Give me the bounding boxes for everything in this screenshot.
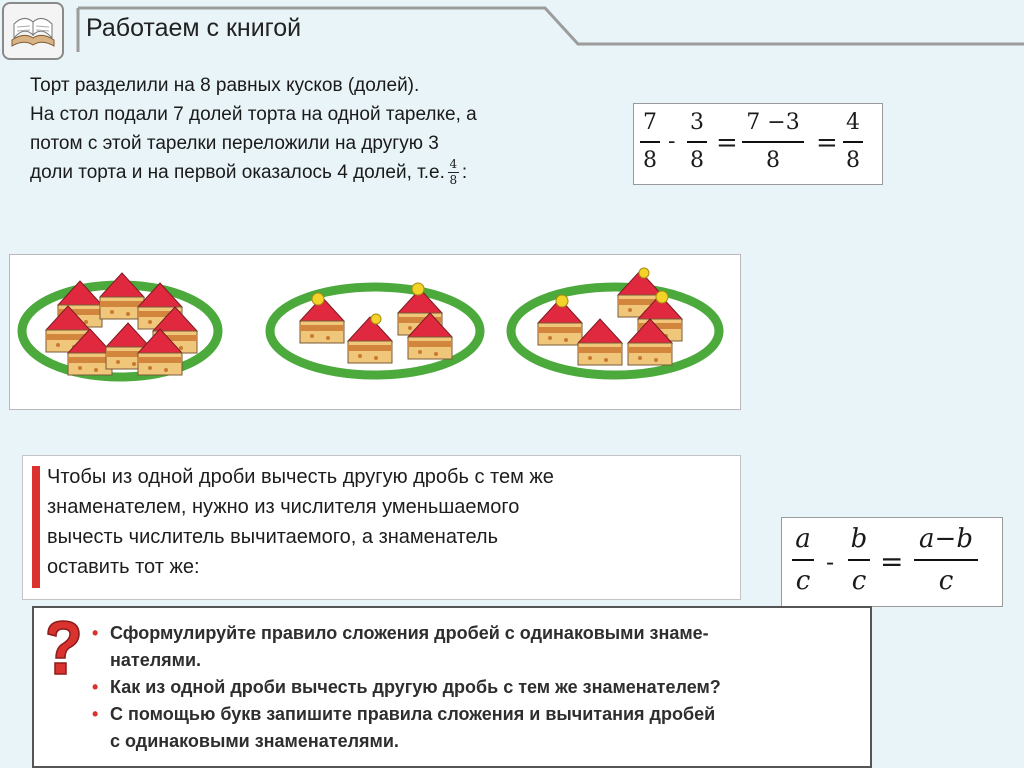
fraction-a-minus-b-over-c	[914, 526, 978, 594]
minus-sign: -	[826, 548, 835, 576]
question-item	[92, 620, 862, 674]
fraction-a-over-c	[792, 526, 814, 594]
question-text: С помощью букв запишите правила сложения и вычитания дробей	[110, 704, 716, 724]
cake-illustration	[9, 254, 741, 410]
denominator: 8	[643, 148, 657, 173]
book-icon	[2, 2, 64, 60]
fraction-b-over-c	[848, 526, 870, 594]
numerator: b	[850, 524, 868, 554]
question-item	[92, 701, 862, 755]
intro-tail: :	[461, 162, 468, 183]
rule-line: вычесть числитель вычитаемого, а знаменатель	[47, 526, 498, 548]
numerator: 7	[643, 110, 657, 135]
question-text-cont: нателями.	[110, 650, 202, 670]
question-text-cont: с одинаковыми знаменателями.	[110, 731, 399, 751]
equals-sign: =	[816, 128, 838, 158]
question-item	[92, 674, 862, 701]
minus-sign: -	[668, 129, 676, 154]
numerator: a−b	[919, 524, 973, 554]
inline-fraction-denominator: 8	[449, 173, 458, 188]
intro-paragraph	[30, 71, 610, 187]
numerator: 3	[690, 110, 704, 135]
rule-line: Чтобы из одной дроби вычесть другую дробь с тем же	[47, 466, 554, 488]
rule-line: знаменателем, нужно из числителя уменьшаемого	[47, 496, 520, 518]
intro-line: потом с этой тарелки переложили на другую 3	[30, 133, 439, 154]
question-mark-icon	[42, 618, 84, 678]
numerator: 4	[846, 110, 860, 135]
denominator: 8	[846, 148, 860, 173]
cake-plates-drawing	[10, 255, 740, 409]
denominator: c	[938, 566, 954, 596]
questions-list	[92, 620, 862, 755]
equals-sign: =	[880, 545, 904, 578]
question-text: Сформулируйте правило сложения дробей с одинаковыми знаме-	[110, 623, 709, 643]
inline-fraction	[448, 158, 459, 187]
fraction-4-8	[843, 112, 863, 172]
intro-line-last	[30, 158, 610, 187]
equals-sign: =	[716, 128, 738, 158]
question-text: Как из одной дроби вычесть другую дробь с тем же знаменателем?	[110, 677, 721, 697]
denominator: c	[851, 566, 867, 596]
page-title: Работаем с книгой	[86, 14, 302, 42]
denominator: c	[795, 566, 811, 596]
intro-line: доли торта и на первой оказалось 4 долей, т.е.	[30, 162, 445, 183]
rule-text	[47, 462, 554, 582]
numerator: a	[795, 524, 811, 554]
denominator: 8	[690, 148, 704, 173]
denominator: 8	[766, 148, 780, 173]
rule-line: оставить тот же:	[47, 556, 200, 578]
rule-accent-bar	[32, 466, 40, 588]
fraction-3-8	[687, 112, 707, 172]
fraction-7-8	[640, 112, 660, 172]
numerator: 7 −3	[746, 110, 800, 135]
intro-line: Торт разделили на 8 равных кусков (долей).	[30, 75, 420, 96]
fraction-7-minus-3-over-8	[742, 112, 804, 172]
intro-line: На стол подали 7 долей торта на одной тарелке, а	[30, 104, 477, 125]
inline-fraction-numerator: 4	[449, 157, 458, 172]
